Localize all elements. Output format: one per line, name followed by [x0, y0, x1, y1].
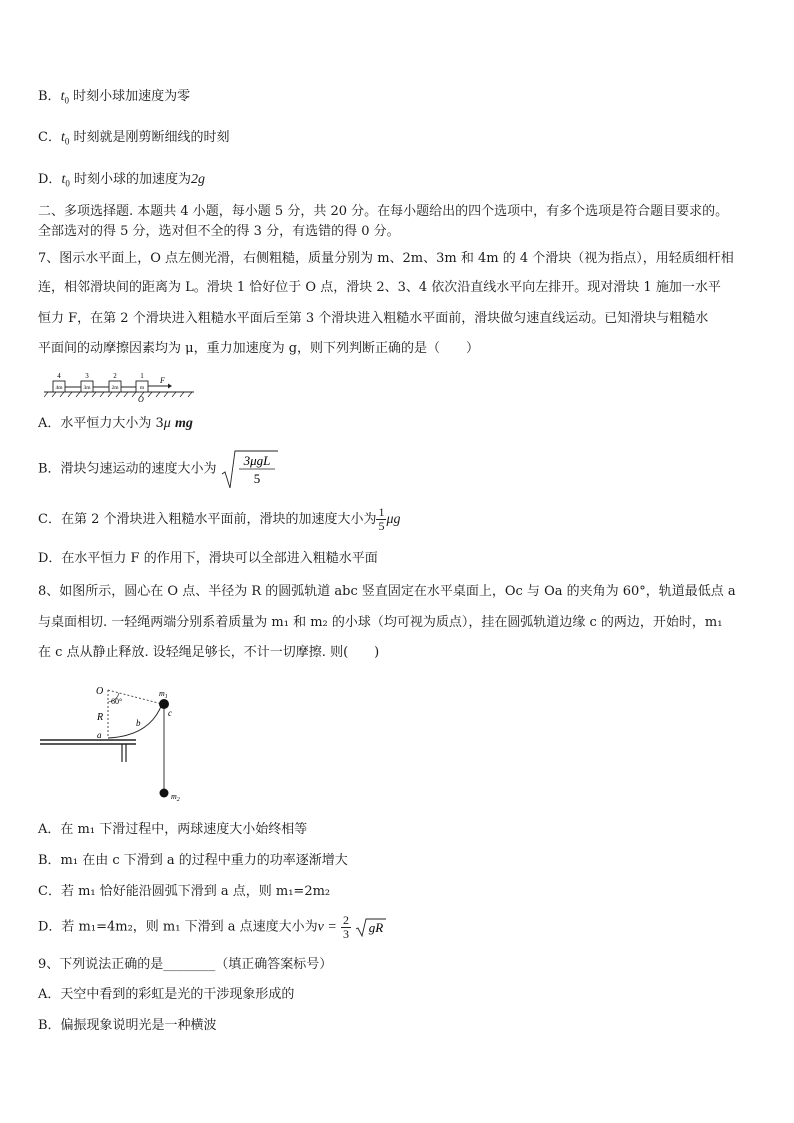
ball-m2: [160, 789, 169, 798]
q9-option-b: B．偏振现象说明光是一种横波: [38, 1018, 217, 1033]
svg-text:4m: 4m: [55, 385, 63, 391]
svg-text:1: 1: [140, 372, 144, 380]
svg-text:3μgL: 3μgL: [243, 453, 271, 468]
svg-text:3m: 3m: [83, 385, 91, 391]
svg-text:O: O: [138, 395, 144, 404]
svg-text:b: b: [136, 718, 141, 728]
q8-option-b: B．m₁ 在由 c 下滑到 a 的过程中重力的功率逐渐增大: [38, 853, 348, 868]
svg-text:3: 3: [85, 372, 89, 380]
svg-text:4: 4: [57, 372, 61, 380]
q7-option-a: A．水平恒力大小为 3μ mg: [38, 416, 193, 431]
q7-option-c: C．在第 2 个滑块进入粗糙水平面前，滑块的加速度大小为 $\frac{1}{5}$ μg: [38, 505, 401, 533]
svg-text:60°: 60°: [111, 697, 123, 706]
svg-text:a: a: [97, 730, 102, 740]
section2-line1: 二、多项选择题. 本题共 4 小题，每小题 5 分，共 20 分。在每小题给出的四个选项中，有多个选项是符合题目要求的。: [38, 204, 729, 219]
q7-stem-line3: 恒力 F，在第 2 个滑块进入粗糙水平面后至第 3 个滑块进入粗糙水平面前，滑块做匀速直线运动。已知滑块与粗糙水: [38, 311, 709, 326]
svg-text:m: m: [139, 385, 145, 391]
q8-option-d: D．若 m₁=4m₂，则 m₁ 下滑到 a 点速度大小为v = $\frac{2}{3}$ gR: [38, 909, 387, 946]
q7-stem-line4: 平面间的动摩擦因素均为 μ，重力加速度为 g，则下列判断正确的是（ ）: [38, 341, 480, 356]
svg-text:gR: gR: [368, 919, 384, 935]
svg-text:R: R: [97, 712, 104, 723]
fraction: $\frac{2}{3}$: [342, 912, 349, 941]
q8-option-c: C．若 m₁ 恰好能沿圆弧下滑到 a 点，则 m₁=2m₂: [38, 884, 331, 899]
q6-option-b: B．$t_0$ 时刻小球加速度为零: [38, 89, 191, 106]
q7-stem-line1: 7、图示水平面上，O 点左侧光滑，右侧粗糙，质量分别为 m、2m、3m 和 4m 的 4 个滑块（视为指点），用轻质细杆相: [38, 251, 734, 266]
svg-text:c: c: [168, 708, 172, 718]
svg-text:5: 5: [253, 471, 260, 486]
q8-option-a: A．在 m₁ 下滑过程中，两球速度大小始终相等: [38, 822, 308, 837]
svg-text:2: 2: [113, 372, 117, 380]
q6-option-c: C．$t_0$ 时刻就是刚剪断细线的时刻: [38, 130, 230, 147]
svg-text:m1: $m_1$: [159, 689, 168, 700]
section2-line2: 全部选对的得 5 分，选对但不全的得 3 分，有选错的得 0 分。: [38, 224, 400, 239]
q8-stem-line2: 与桌面相切. 一轻绳两端分别系着质量为 m₁ 和 m₂ 的小球（均可视为质点），挂在圆弧轨道边缘 c 的两边，开始时，m₁: [38, 615, 723, 630]
q8-stem-line3: 在 c 点从静止释放. 设轻绳足够长，不计一切摩擦. 则( ): [38, 645, 380, 660]
q8-stem-line1: 8、如图所示，圆心在 O 点、半径为 R 的圆弧轨道 abc 竖直固定在水平桌面上，Oc 与 Oa 的夹角为 60°，轨道最低点 a: [38, 584, 736, 599]
q9-stem: 9、下列说法正确的是________（填正确答案标号）: [38, 957, 333, 972]
svg-text:2m: 2m: [111, 385, 119, 391]
sqrt-expression: [355, 909, 387, 945]
q7-figure: [44, 368, 200, 404]
q6-option-d: D．$t_0$ 时刻小球的加速度为2g: [38, 172, 205, 189]
q7-option-d: D．在水平恒力 F 的作用下，滑块可以全部进入粗糙水平面: [38, 551, 378, 566]
q8-figure: [38, 680, 198, 804]
svg-text:m2: $m_2$: [171, 792, 180, 803]
svg-text:O: O: [96, 686, 104, 697]
q7-option-b: B．滑块匀速运动的速度大小为 3μgL 5: [38, 448, 279, 490]
q9-option-a: A．天空中看到的彩虹是光的干涉现象形成的: [38, 987, 295, 1002]
q7-stem-line2: 连，相邻滑块间的距离为 L。滑块 1 恰好位于 O 点，滑块 2、3、4 依次沿直线水平向左排开。现对滑块 1 施加一水平: [38, 280, 721, 295]
sqrt-expression: [221, 448, 279, 490]
fraction: $\frac{1}{5}$: [378, 505, 385, 533]
svg-text:F: F: [160, 376, 165, 385]
